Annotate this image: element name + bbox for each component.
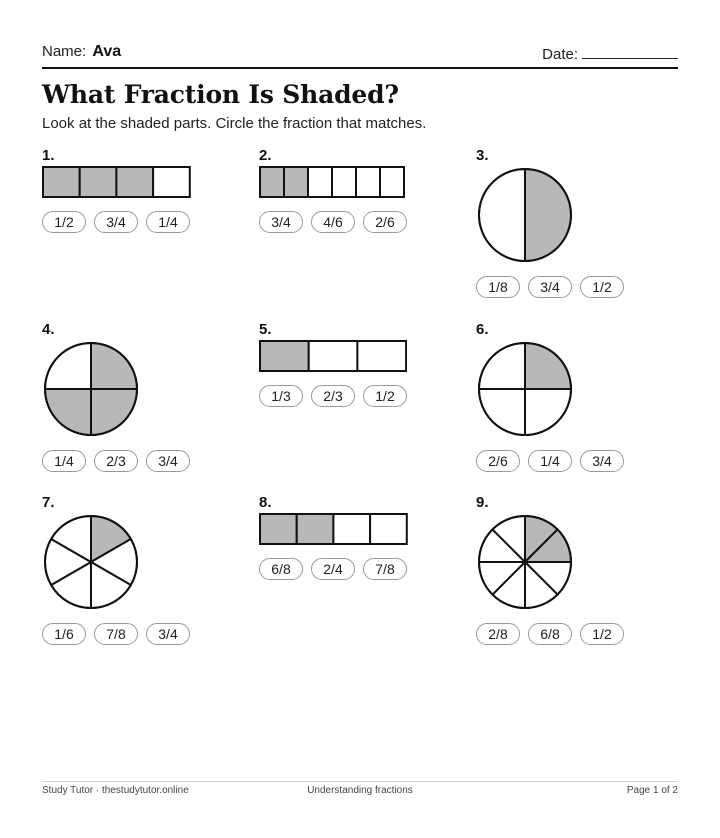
problem-number: 3. [476,147,489,164]
answer-choice[interactable]: 3/4 [259,211,303,233]
answer-choices [42,623,190,645]
answer-choices [42,450,190,472]
problem-5 [259,321,469,481]
answer-choice[interactable]: 1/4 [528,450,572,472]
answer-choice[interactable]: 1/2 [363,385,407,407]
footer-topic: Understanding fractions [307,785,413,796]
answer-choice[interactable]: 3/4 [94,211,138,233]
answer-choice[interactable]: 6/8 [259,558,303,580]
fraction-bar [259,166,405,198]
student-name: Ava [92,43,122,60]
unshaded-part [332,167,356,197]
fraction-circle [476,166,574,264]
fraction-circle [42,513,140,611]
problem-number: 7. [42,494,55,511]
footer-divider [42,781,678,782]
page-number: Page 1 of 2 [626,785,678,796]
answer-choice[interactable]: 1/8 [476,276,520,298]
answer-choice[interactable]: 4/6 [311,211,355,233]
unshaded-part [309,341,358,371]
answer-choice[interactable]: 1/2 [42,211,86,233]
answer-choice[interactable]: 3/4 [146,450,190,472]
unshaded-part [380,167,404,197]
answer-choice[interactable]: 2/3 [311,385,355,407]
answer-choice[interactable]: 1/4 [146,211,190,233]
name-field [42,43,121,61]
problem-4 [42,321,252,481]
problem-7 [42,494,252,654]
answer-choice[interactable]: 2/8 [476,623,520,645]
unshaded-part [308,167,332,197]
date-blank-line [582,45,678,59]
shaded-part [43,167,80,197]
problem-1 [42,147,252,307]
unshaded-part [479,169,525,261]
answer-choices [259,558,407,580]
instructions: Look at the shaded parts. Circle the fraction that matches. [42,115,427,132]
shaded-part [284,167,308,197]
answer-choice[interactable]: 1/2 [580,276,624,298]
problem-3 [476,147,686,307]
problem-9 [476,494,686,654]
problem-2 [259,147,469,307]
header-divider [42,67,678,69]
fraction-bar [259,340,407,372]
worksheet-title: What Fraction Is Shaded? [42,80,399,109]
fraction-circle [476,340,574,438]
problem-number: 4. [42,321,55,338]
answer-choice[interactable]: 7/8 [363,558,407,580]
unshaded-part [153,167,190,197]
shaded-part [260,341,309,371]
shaded-part [260,167,284,197]
answer-choice[interactable]: 1/4 [42,450,86,472]
shaded-part [80,167,117,197]
answer-choice[interactable]: 2/6 [476,450,520,472]
unshaded-part [357,341,406,371]
footer-site: Study Tutor · thestudytutor.online [42,785,189,796]
unshaded-part [370,514,407,544]
answer-choice[interactable]: 1/2 [580,623,624,645]
problem-number: 1. [42,147,55,164]
shaded-part [260,514,297,544]
problem-number: 5. [259,321,272,338]
problem-8 [259,494,469,654]
answer-choices [259,211,407,233]
shaded-part [525,169,571,261]
answer-choice[interactable]: 2/6 [363,211,407,233]
answer-choice[interactable]: 1/3 [259,385,303,407]
date-label: Date: [542,46,578,63]
fraction-circle [476,513,574,611]
problem-number: 9. [476,494,489,511]
worksheet-header [42,41,678,67]
fraction-circle [42,340,140,438]
answer-choices [259,385,407,407]
name-label: Name: [42,43,87,60]
page-footer [42,785,678,799]
answer-choices [476,623,624,645]
answer-choice[interactable]: 3/4 [528,276,572,298]
shaded-part [297,514,334,544]
fraction-bar [42,166,191,198]
answer-choice[interactable]: 2/3 [94,450,138,472]
answer-choices [476,450,624,472]
date-field [542,45,678,63]
answer-choice[interactable]: 2/4 [311,558,355,580]
answer-choice[interactable]: 6/8 [528,623,572,645]
unshaded-part [333,514,370,544]
shaded-part [116,167,153,197]
fraction-bar [259,513,408,545]
problem-number: 2. [259,147,272,164]
answer-choices [476,276,624,298]
problem-number: 8. [259,494,272,511]
answer-choice[interactable]: 7/8 [94,623,138,645]
answer-choices [42,211,190,233]
problem-number: 6. [476,321,489,338]
problem-6 [476,321,686,481]
answer-choice[interactable]: 1/6 [42,623,86,645]
answer-choice[interactable]: 3/4 [146,623,190,645]
answer-choice[interactable]: 3/4 [580,450,624,472]
unshaded-part [356,167,380,197]
